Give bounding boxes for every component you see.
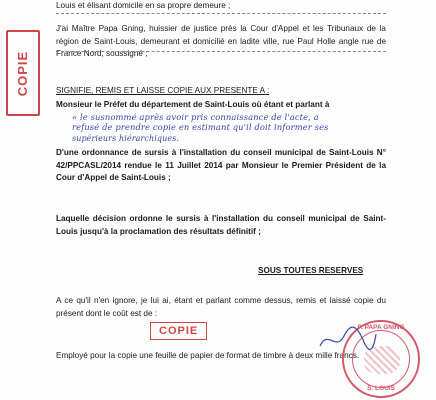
signature-mark [318,324,378,354]
paragraph-prefet: Monsieur le Préfet du département de Saint-Louis où étant et parlant à [56,100,330,109]
paragraph-huissier: J'ai Maître Papa Gning, huissier de justice près la Cour d'Appel et les Tribunaux de la région de Saint-Louis, demeurant et domicilié en ladite ville, rue Paul Holle angle rue de France Nord, soussigné ; [56,24,386,58]
handwritten-line-3: supérieurs hiérarchiques. [72,134,180,143]
handwritten-line-2: refusé de prendre copie en estimant qu'il doit informer ses [72,122,329,132]
paragraph-ordonnance: D'une ordonnance de sursis à l'installation du conseil municipal de Saint-Louis N° 42/PPCASL/2014 rendue le 11 Juillet 2014 par Monsieur le Premier Président de la Cour d'Appel de Saint-Louis ; [56,148,386,182]
dashed-rule [56,13,386,14]
paragraph-employe: Employé pour la copie une feuille de papier de format de timbre à deux mille francs. [56,351,360,360]
paragraph-decision: Laquelle décision ordonne le sursis à l'installation du conseil municipal de Saint-Louis jusqu'à la proclamation des résultats définitif ; [56,214,386,236]
seal-bottom-text: S. LOUIS [367,385,395,392]
seal-top-text: P. PAPA GNING [357,324,405,331]
heading-reserves: SOUS TOUTES RESERVES [258,266,364,275]
text-line-domicile: Louis et élisant domicile en sa propre demeure ; [56,1,231,10]
copie-stamp-vertical: COPIE [6,30,40,116]
heading-signifie: SIGNIFIE, REMIS ET LAISSE COPIE AUX PRESENTE A : [56,86,270,95]
copie-stamp-bottom: COPIE [150,322,207,340]
paragraph-cout: A ce qu'il n'en ignore, je lui ai, étant et parlant comme dessus, remis et laissé copie du présent dont le coût est de : [56,296,386,318]
handwritten-line-1: « le susnommé après avoir pris connaissance de l'acte, a [72,112,319,122]
dashed-rule [56,51,386,52]
